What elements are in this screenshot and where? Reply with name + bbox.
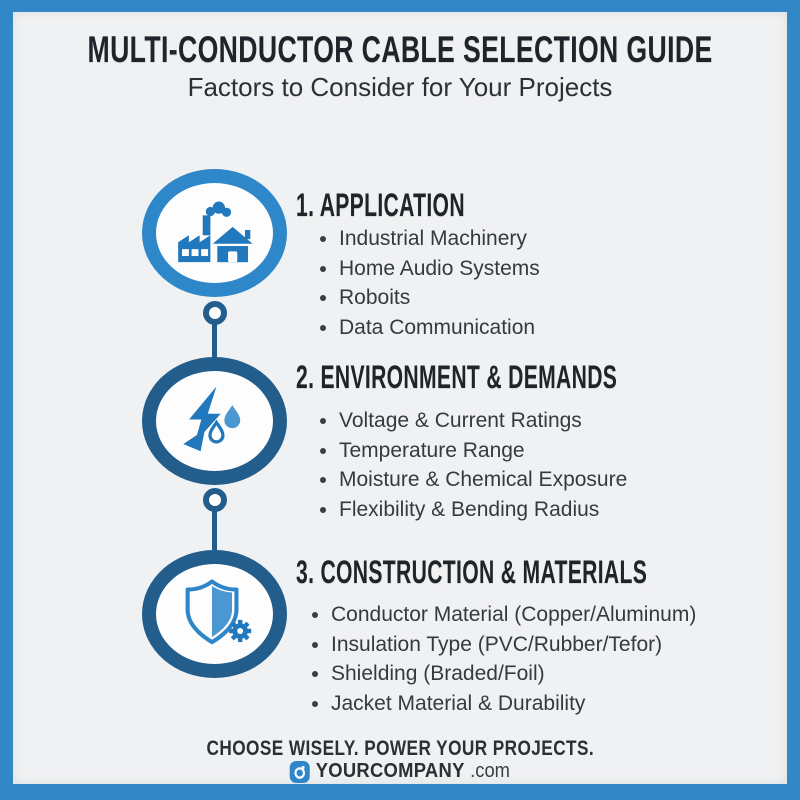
connector-node <box>203 301 227 325</box>
list-item <box>312 630 696 660</box>
brand-name: YOURCOMPANY <box>315 760 465 782</box>
list-item-text: Conductor Material (Copper/Aluminum) <box>331 603 697 626</box>
section-number: 2. <box>296 359 315 395</box>
list-item-text: Temperature Range <box>339 438 525 462</box>
section-3-heading <box>296 556 647 588</box>
section-3-circle <box>142 550 287 678</box>
bullet-dot <box>312 612 318 618</box>
section-2-list <box>320 406 627 524</box>
connector-line <box>212 510 217 552</box>
shield-gear-icon <box>176 577 254 651</box>
connector-node <box>203 488 227 512</box>
header <box>0 30 800 70</box>
list-item-text: Industrial Machinery <box>339 227 527 250</box>
bullet-dot <box>312 642 318 648</box>
section-number: 1. <box>296 187 315 223</box>
bullet-dot <box>320 295 326 301</box>
list-item-text: Roboits <box>339 286 411 309</box>
list-item-text: Data Communication <box>339 315 536 339</box>
lightning-water-icon <box>179 385 251 457</box>
footer-tagline-row <box>0 737 800 761</box>
list-item <box>320 254 540 284</box>
bullet-dot <box>320 477 326 483</box>
list-item-text: Insulation Type (PVC/Rubber/Tefor) <box>331 632 663 656</box>
bullet-dot <box>320 418 326 424</box>
list-item-text: Shielding (Braded/Foil) <box>331 662 545 685</box>
list-item-text: Moisture & Chemical Exposure <box>339 468 628 491</box>
page-subtitle: Factors to Consider for Your Projects <box>187 72 613 102</box>
section-1-circle <box>142 169 287 297</box>
brand-suffix: .com <box>470 760 511 782</box>
section-1-list <box>320 224 540 342</box>
list-item <box>320 406 627 436</box>
footer-brand-row <box>32 760 768 783</box>
connector-line <box>212 323 217 359</box>
section-title: ENVIRONMENT & DEMANDS <box>320 359 618 395</box>
section-title: APPLICATION <box>319 187 465 223</box>
footer-tagline: CHOOSE WISELY. POWER YOUR PROJECTS. <box>206 737 594 760</box>
section-1-heading <box>296 189 465 221</box>
section-number: 3. <box>296 554 315 590</box>
section-title: CONSTRUCTION & MATERIALS <box>320 554 648 590</box>
brand-logo-icon <box>290 761 310 783</box>
section-2-circle <box>142 357 287 485</box>
list-item <box>320 436 627 466</box>
list-item <box>320 313 540 343</box>
bullet-dot <box>312 671 318 677</box>
section-3-list <box>312 600 696 718</box>
list-item <box>312 659 696 689</box>
bullet-dot <box>320 266 326 272</box>
list-item-text: Jacket Material & Durability <box>331 691 586 715</box>
factory-home-icon <box>172 200 258 266</box>
page-title: MULTI-CONDUCTOR CABLE SELECTION GUIDE <box>87 29 713 70</box>
bullet-dot <box>312 701 318 707</box>
list-item-text: Home Audio Systems <box>339 256 540 280</box>
list-item-text: Flexibility & Bending Radius <box>339 497 600 521</box>
bullet-dot <box>320 236 326 242</box>
list-item <box>320 465 627 495</box>
list-item <box>320 495 627 525</box>
section-2-heading <box>296 361 617 393</box>
list-item <box>312 600 696 630</box>
list-item <box>320 283 540 313</box>
bullet-dot <box>320 325 326 331</box>
list-item-text: Voltage & Current Ratings <box>339 409 582 432</box>
list-item <box>320 224 540 254</box>
bullet-dot <box>320 448 326 454</box>
list-item <box>312 689 696 719</box>
bullet-dot <box>320 507 326 513</box>
